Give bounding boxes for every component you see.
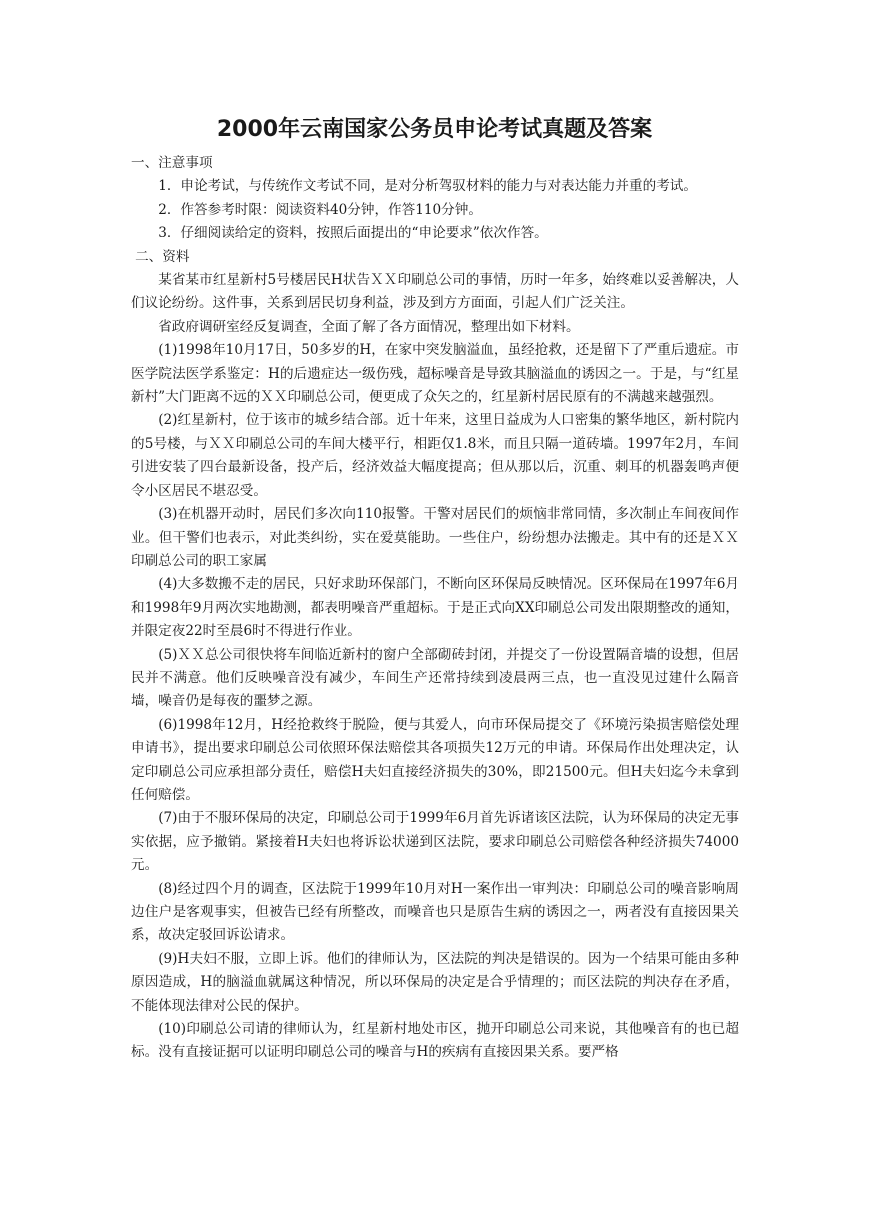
intro-paragraph: 某省某市红星新村5号楼居民H状告ＸＸ印刷总公司的事情，历时一年多，始终难以妥善解决，人们议论纷纷。这件事，关系到居民切身利益，涉及到方方面面，引起人们广泛关注。 <box>131 272 739 312</box>
section-heading-materials: 二、资料 <box>135 248 190 265</box>
document-body <box>131 152 739 1064</box>
note-paragraph: 2．作答参考时限：阅读资料40分钟，作答110分钟。 <box>158 201 482 218</box>
material-item: (7)由于不服环保局的决定，印刷总公司于1999年6月首先诉诸该区法院，认为环保局的决定无事实依据，应予撤销。紧接着H夫妇也将诉讼状递到区法院，要求印刷总公司赔偿各种经济损失74000元。 <box>131 810 739 874</box>
intro-paragraph: 省政府调研室经反复调查，全面了解了各方面情况，整理出如下材料。 <box>158 318 580 335</box>
document-title: 2000年云南国家公务员申论考试真题及答案 <box>216 117 653 142</box>
material-item: (6)1998年12月，H经抢救终于脱险，便与其爱人，向市环保局提交了《环境污染损害赔偿处理申请书》，提出要求印刷总公司依照环保法赔偿其各项损失12万元的申请。环保局作出处理决定，认定印刷总公司应承担部分责任，赔偿H夫妇直接经济损失的30%，即21500元。但H夫妇迄今未拿到任何赔偿。 <box>131 716 739 803</box>
material-item: (4)大多数搬不走的居民，只好求助环保部门，不断向区环保局反映情况。区环保局在1997年6月和1998年9月两次实地勘测，都表明噪音严重超标。于是正式向XX印刷总公司发出限期整改的通知，并限定夜22时至晨6时不得进行作业。 <box>131 576 739 640</box>
material-item: (5)ＸＸ总公司很快将车间临近新村的窗户全部砌砖封闭，并提交了一份设置隔音墙的设想，但居民并不满意。他们反映噪音没有减少，车间生产还常持续到凌晨两三点，也一直没见过建什么隔音墙，噪音仍是每夜的噩梦之源。 <box>131 646 739 710</box>
material-item: (9)H夫妇不服，立即上诉。他们的律师认为，区法院的判决是错误的。因为一个结果可能由多种原因造成，H的脑溢血就属这种情况，所以环保局的决定是合乎情理的；而区法院的判决存在矛盾，不能体现法律对公民的保护。 <box>131 950 739 1014</box>
material-item: (2)红星新村，位于该市的城乡结合部。近十年来，这里日益成为人口密集的繁华地区，新村院内的5号楼，与ＸＸ印刷总公司的车间大楼平行，相距仅1.8米，而且只隔一道砖墙。1997年2月，车间引进安装了四台最新设备，投产后，经济效益大幅度提高；但从那以后，沉重、刺耳的机器轰鸣声便令小区居民不堪忍受。 <box>131 412 739 499</box>
material-item: (10)印刷总公司请的律师认为，红星新村地处市区，抛开印刷总公司来说，其他噪音有的也已超标。没有直接证据可以证明印刷总公司的噪音与H的疾病有直接因果关系。要严格 <box>131 1021 739 1061</box>
note-paragraph: 3．仔细阅读给定的资料，按照后面提出的“申论要求”依次作答。 <box>158 225 548 242</box>
note-paragraph: 1．申论考试，与传统作文考试不同，是对分析驾驭材料的能力与对表达能力并重的考试。 <box>158 178 697 195</box>
section-heading-notes: 一、注意事项 <box>131 155 213 171</box>
material-item: (1)1998年10月17日，50多岁的H，在家中突发脑溢血，虽经抢救，还是留下了严重后遗症。市医学院法医学系鉴定：H的后遗症达一级伤残，超标噪音是导致其脑溢血的诱因之一。于是，与“红星新村”大门距离不远的ＸＸ印刷总公司，便更成了众矢之的，红星新村居民原有的不满越来越强烈。 <box>131 342 739 406</box>
material-item: (3)在机器开动时，居民们多次向110报警。干警对居民们的烦恼非常同情，多次制止车间夜间作业。但干警们也表示，对此类纠纷，实在爱莫能助。一些住户，纷纷想办法搬走。其中有的还是ＸＸ印刷总公司的职工家属 <box>131 506 739 569</box>
material-item: (8)经过四个月的调查，区法院于1999年10月对H一案作出一审判决：印刷总公司的噪音影响周边住户是客观事实，但被告已经有所整改，而噪音也只是原告生病的诱因之一，两者没有直接因果关系，故决定驳回诉讼请求。 <box>131 880 739 944</box>
